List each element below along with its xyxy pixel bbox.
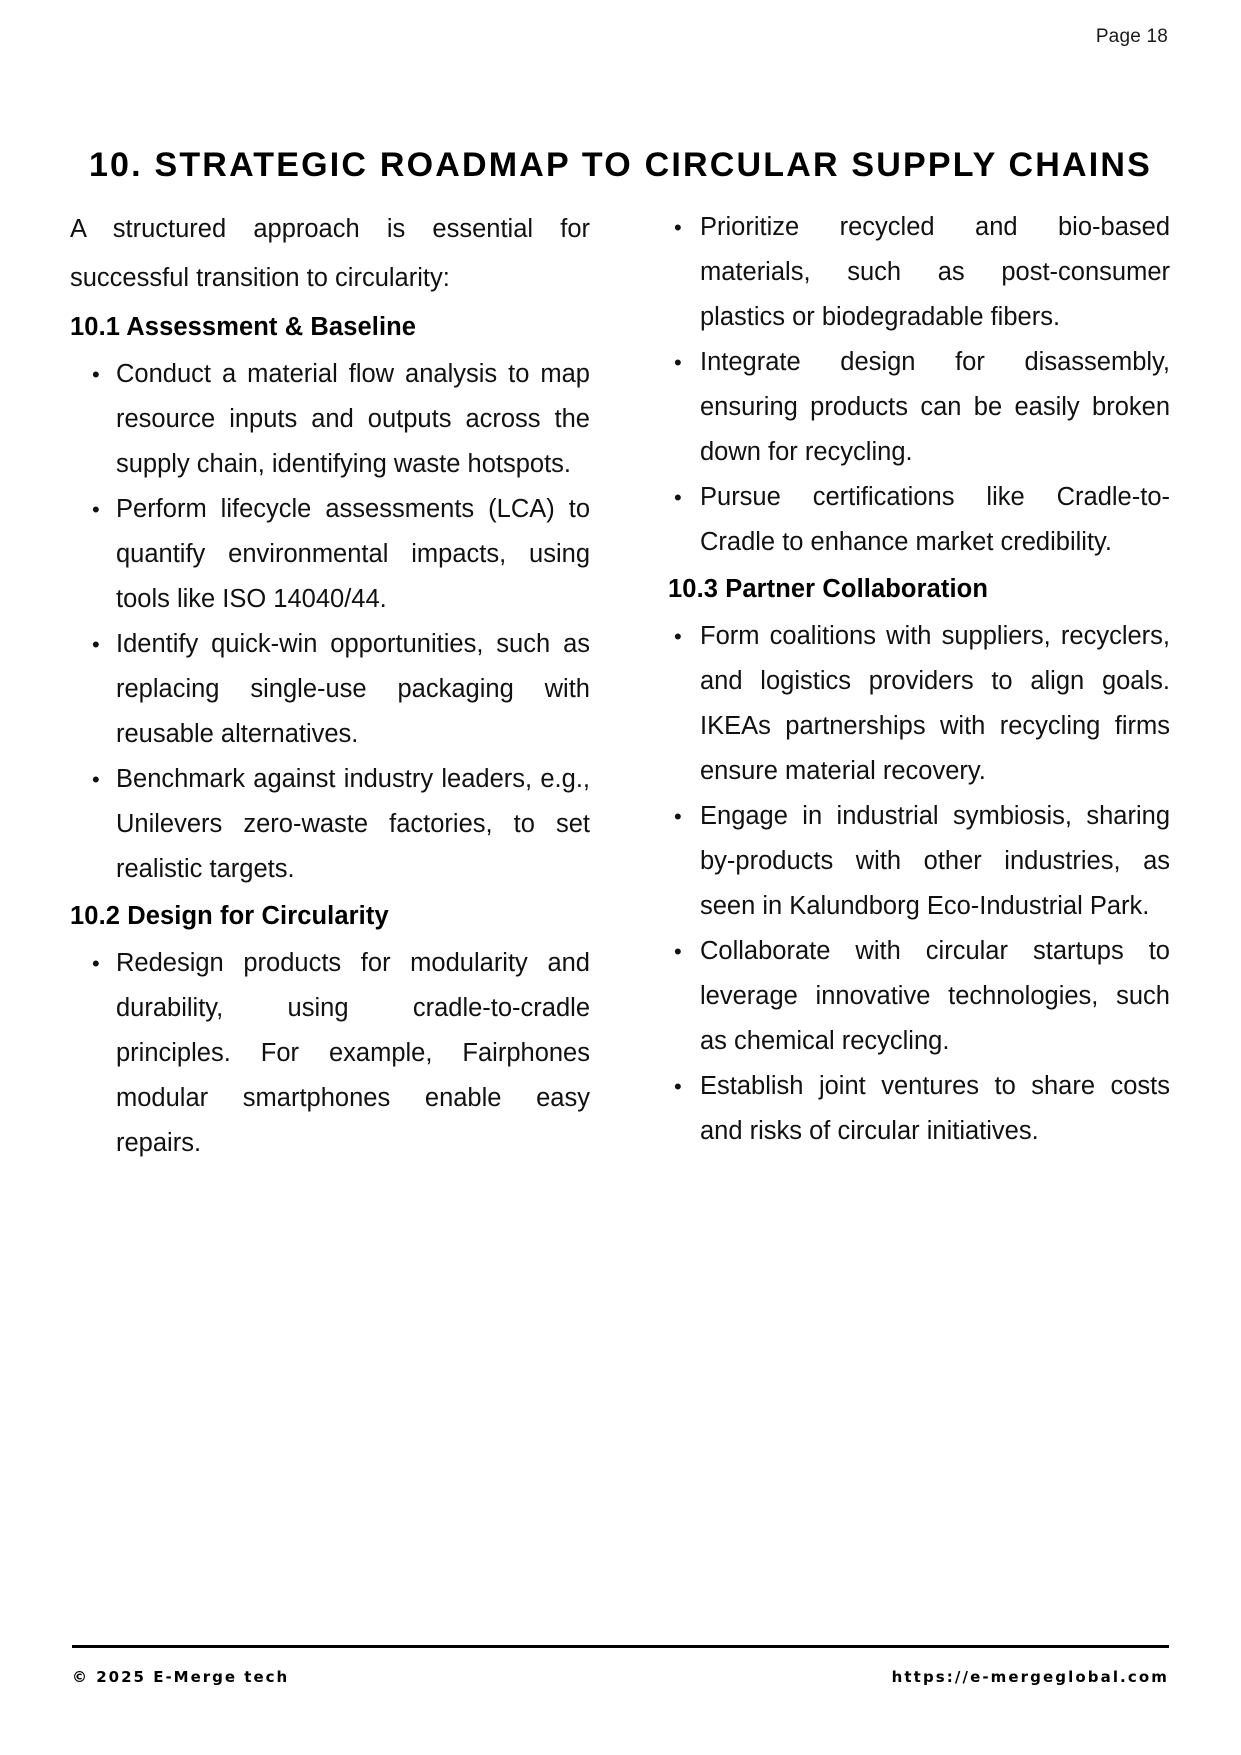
section-heading-10-3: 10.3 Partner Collaboration <box>668 575 989 603</box>
footer-copyright: © 2025 E-Merge tech <box>72 1668 290 1686</box>
section-10-3-bullet-list <box>650 614 1170 1154</box>
list-item <box>70 622 590 757</box>
two-column-body <box>70 205 1171 1166</box>
list-item <box>70 941 590 1166</box>
list-item <box>650 340 1170 475</box>
bullet-text: Prioritize recycled and bio-based materials, such as post-consumer plastics or biodegradable fibers. <box>700 213 1170 331</box>
bullet-text: Identify quick-win opportunities, such as replacing single-use packaging with reusable alternatives. <box>116 630 590 748</box>
footer-divider <box>72 1645 1169 1648</box>
bullet-text: Integrate design for disassembly, ensuring products can be easily broken down for recycling. <box>700 348 1170 466</box>
bullet-text: Benchmark against industry leaders, e.g., Unilevers zero-waste factories, to set realistic targets. <box>116 765 590 883</box>
left-column <box>70 205 590 1166</box>
list-item <box>650 205 1170 340</box>
section-heading-10-2: 10.2 Design for Circularity <box>70 902 389 930</box>
bullet-text: Perform lifecycle assessments (LCA) to quantify environmental impacts, using tools like ISO 14040/44. <box>116 495 590 613</box>
page-footer <box>72 1668 1169 1686</box>
section-10-2-bullet-list-continued <box>650 205 1170 565</box>
page-number-header: Page 18 <box>1095 26 1168 47</box>
right-column <box>650 205 1170 1166</box>
list-item <box>70 352 590 487</box>
list-item <box>650 1064 1170 1154</box>
footer-website-url[interactable]: https://e-mergeglobal.com <box>891 1668 1169 1686</box>
bullet-text: Collaborate with circular startups to leverage innovative technologies, such as chemical recycling. <box>700 937 1170 1055</box>
list-item <box>650 475 1170 565</box>
bullet-text: Redesign products for modularity and durability, using cradle-to-cradle principles. For example, Fairphones modular smartphones enable easy repairs. <box>116 949 590 1157</box>
list-item <box>70 487 590 622</box>
section-10-1-bullet-list <box>70 352 590 892</box>
section-10-2-bullet-list <box>70 941 590 1166</box>
bullet-text: Pursue certifications like Cradle-to-Cradle to enhance market credibility. <box>700 483 1170 556</box>
list-item <box>650 794 1170 929</box>
bullet-text: Form coalitions with suppliers, recyclers, and logistics providers to align goals. IKEAs partnerships with recycling firms ensure material recovery. <box>700 622 1170 785</box>
list-item <box>650 929 1170 1064</box>
intro-paragraph: A structured approach is essential for successful transition to circularity: <box>70 215 590 292</box>
bullet-text: Conduct a material flow analysis to map resource inputs and outputs across the supply chain, identifying waste hotspots. <box>116 360 590 478</box>
bullet-text: Engage in industrial symbiosis, sharing by-products with other industries, as seen in Kalundborg Eco-Industrial Park. <box>700 802 1170 920</box>
bullet-text: Establish joint ventures to share costs and risks of circular initiatives. <box>700 1072 1170 1145</box>
page-title: 10. STRATEGIC ROADMAP TO CIRCULAR SUPPLY CHAINS <box>88 145 1153 184</box>
list-item <box>70 757 590 892</box>
list-item <box>650 614 1170 794</box>
section-heading-10-1: 10.1 Assessment & Baseline <box>70 313 417 341</box>
